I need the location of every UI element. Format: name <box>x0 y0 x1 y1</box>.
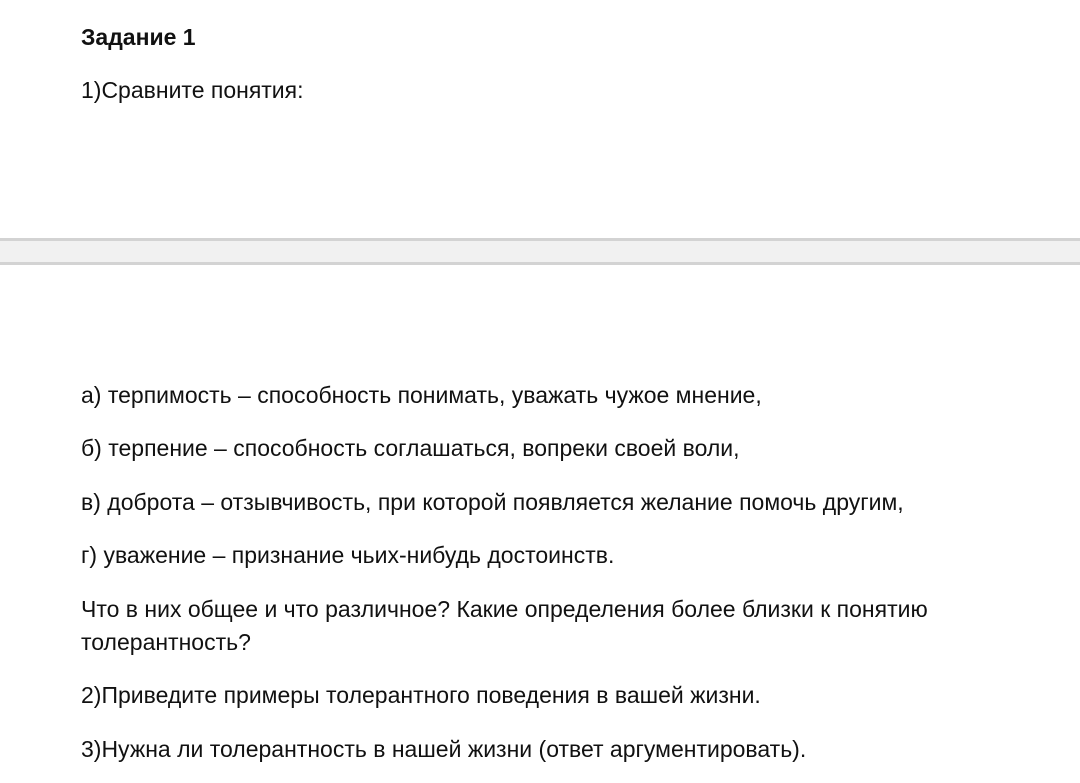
question-2: 2)Приведите примеры толерантного поведения в вашей жизни. <box>81 682 761 708</box>
definition-item: в) доброта – отзывчивость, при которой появляется желание помочь другим, <box>81 489 904 515</box>
task-header-section <box>0 0 1080 238</box>
task-body-section <box>0 265 1080 783</box>
task-title: Задание 1 <box>81 24 196 50</box>
compare-question: Что в них общее и что различное? Какие определения более близки к понятию толерантность? <box>81 596 928 655</box>
definition-item: а) терпимость – способность понимать, уважать чужое мнение, <box>81 382 762 408</box>
question-3: 3)Нужна ли толерантность в нашей жизни (ответ аргументировать). <box>81 736 807 762</box>
question-1: 1)Сравните понятия: <box>81 77 304 103</box>
definition-item: г) уважение – признание чьих-нибудь достоинств. <box>81 542 615 568</box>
page-break-divider <box>0 238 1080 265</box>
definition-item: б) терпение – способность соглашаться, вопреки своей воли, <box>81 435 740 461</box>
